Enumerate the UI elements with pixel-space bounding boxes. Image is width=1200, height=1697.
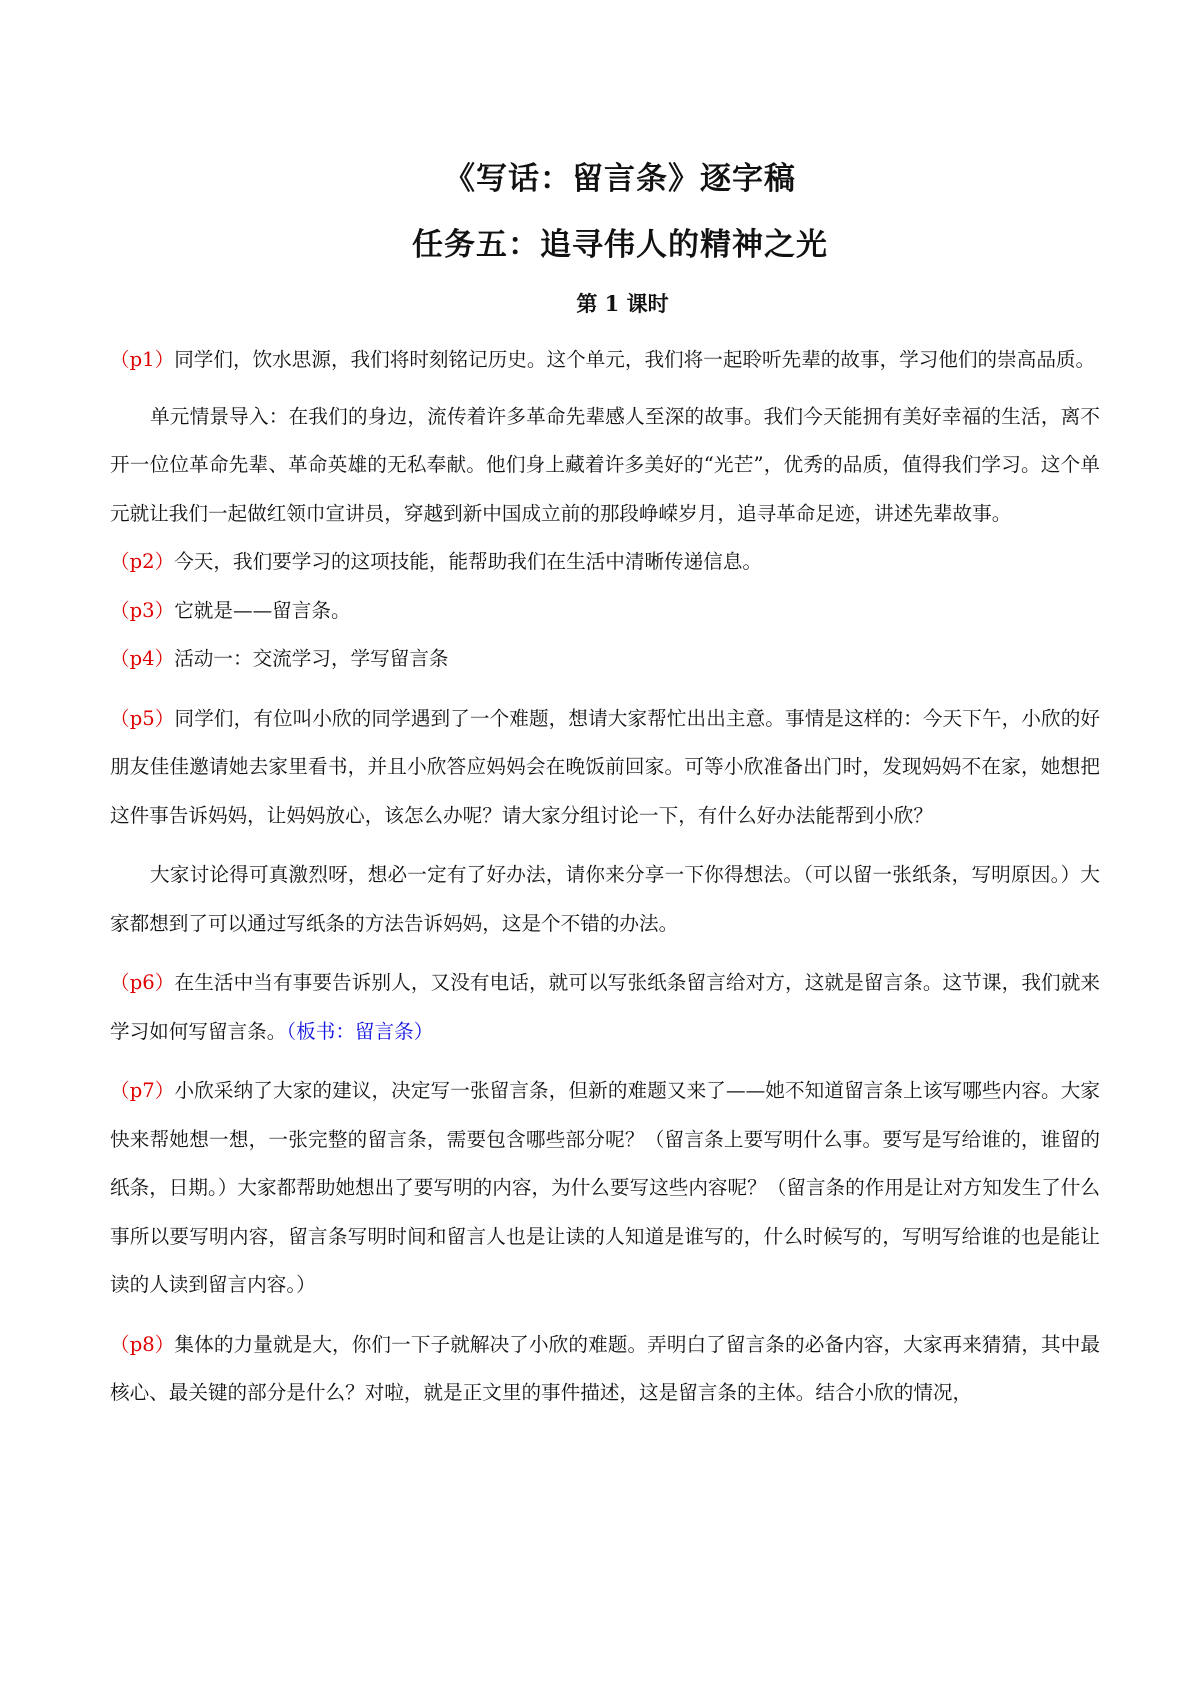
paragraph-discussion xyxy=(110,851,1100,948)
paragraph-tag: （p3） xyxy=(110,598,175,622)
paragraph-text: 同学们，饮水思源，我们将时刻铭记历史。这个单元，我们将一起聆听先辈的故事，学习他们的崇高品质。 xyxy=(174,348,1096,371)
paragraph-p6 xyxy=(110,959,1100,1056)
paragraph-text: 同学们，有位叫小欣的同学遇到了一个难题，想请大家帮忙出出主意。事情是这样的：今天下午，小欣的好朋友佳佳邀请她去家里看书，并且小欣答应妈妈会在晚饭前回家。可等小欣准备出门时，发现妈妈不在家，她想把这件事告诉妈妈，让妈妈放心，该怎么办呢？请大家分组讨论一下，有什么好办法能帮到小欣？ xyxy=(110,706,1100,827)
paragraph-tag: （p5） xyxy=(110,706,175,730)
blackboard-note: （板书：留言条） xyxy=(286,1019,434,1043)
document-title: 《写话：留言条》逐字稿 xyxy=(444,161,796,197)
paragraph-text: 小欣采纳了大家的建议，决定写一张留言条，但新的难题又来了——她不知道留言条上该写哪些内容。大家快来帮她想一想，一张完整的留言条，需要包含哪些部分呢？（留言条上要写明什么事。要写是写给谁的，谁留的纸条，日期。）大家都帮助她想出了要写明的内容，为什么要写这些内容呢？（留言条的作用是让对方知发生了什么事所以要写明内容，留言条写明时间和留言人也是让读的人知道是谁写的，什么时候写的，写明写给谁的也是能让读的人读到留言内容。） xyxy=(110,1079,1101,1296)
paragraph-tag: （p7） xyxy=(110,1079,175,1102)
paragraph-tag: （p4） xyxy=(110,647,175,670)
paragraph-text: 它就是——留言条。 xyxy=(174,598,351,622)
paragraph-tag: （p6） xyxy=(110,971,175,994)
paragraph-p8 xyxy=(110,1321,1100,1418)
lesson-label: 第 1 课时 xyxy=(576,291,669,316)
paragraph-text: 集体的力量就是大，你们一下子就解决了小欣的难题。弄明白了留言条的必备内容，大家再来猜猜，其中最核心、最关键的部分是什么？对啦，就是正文里的事件描述，这是留言条的主体。结合小欣的情况， xyxy=(110,1332,1100,1404)
paragraph-p2 xyxy=(110,538,1100,587)
paragraph-p1 xyxy=(110,336,1100,385)
paragraph-text: 活动一：交流学习，学写留言条 xyxy=(174,647,449,670)
paragraph-tag: （p2） xyxy=(110,550,175,573)
paragraph-p7 xyxy=(110,1067,1100,1310)
paragraph-p3 xyxy=(110,587,1100,636)
paragraph-text: 单元情景导入：在我们的身边，流传着许多革命先辈感人至深的故事。我们今天能拥有美好幸福的生活，离不开一位位革命先辈、革命英雄的无私奉献。他们身上藏着许多美好的“光芒”，优秀的品质，值得我们学习。这个单元就让我们一起做红领巾宣讲员，穿越到新中国成立前的那段峥嵘岁月，追寻革命足迹，讲述先辈故事。 xyxy=(110,404,1100,525)
paragraph-text: 今天，我们要学习的这项技能，能帮助我们在生活中清晰传递信息。 xyxy=(174,550,763,573)
paragraph-tag: （p8） xyxy=(110,1332,175,1356)
document-subtitle: 任务五：追寻伟人的精神之光 xyxy=(412,227,828,263)
paragraph-unit-intro xyxy=(110,393,1100,539)
paragraph-p4 xyxy=(110,635,1100,684)
document-content xyxy=(110,150,1100,1418)
paragraph-text: 在生活中当有事要告诉别人，又没有电话，就可以写张纸条留言给对方，这就是留言条。这节课，我们就来学习如何写留言条。 xyxy=(110,971,1100,1043)
paragraph-tag: （p1） xyxy=(110,348,175,371)
paragraph-text: 大家讨论得可真激烈呀，想必一定有了好办法，请你来分享一下你得想法。（可以留一张纸条，写明原因。）大家都想到了可以通过写纸条的方法告诉妈妈，这是个不错的办法。 xyxy=(110,863,1100,935)
paragraph-p5 xyxy=(110,695,1100,841)
